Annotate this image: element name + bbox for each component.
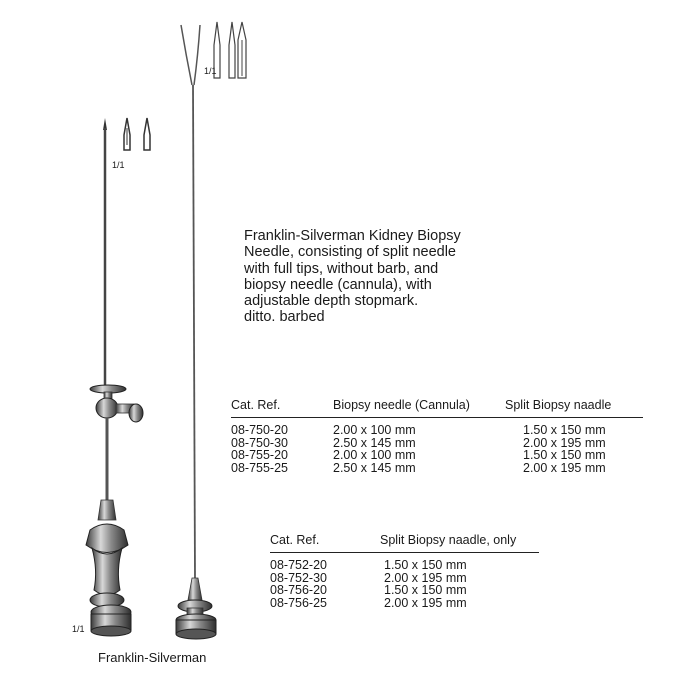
- catalog-table-split-needles: [270, 533, 539, 609]
- column-header: Cat. Ref.: [231, 398, 333, 418]
- scale-label: 1/1: [112, 160, 125, 170]
- table-header-row: [270, 533, 539, 553]
- split-needle-size-cell: 2.00 x 195 mm: [384, 570, 467, 585]
- split-needle-size-cell: 1.50 x 150 mm: [384, 558, 467, 572]
- biopsy-needle-illustration: [86, 118, 143, 636]
- figure-caption: Franklin-Silverman: [98, 650, 207, 665]
- needle-tip-details: [124, 118, 150, 150]
- cannula-size-cell: 2.50 x 145 mm: [333, 460, 416, 475]
- split-needle-size-cell: 1.50 x 150 mm: [523, 423, 606, 437]
- cannula-size-cell: 2.00 x 100 mm: [333, 448, 416, 462]
- cat-ref-cell: 08-752-30: [270, 570, 327, 585]
- cat-ref-cell: 08-752-20: [270, 558, 327, 572]
- split-needle-tip-details: [214, 22, 246, 78]
- cat-ref-cell: 08-756-25: [270, 595, 327, 610]
- table-row: [270, 597, 539, 610]
- split-needle-size-cell: 2.00 x 195 mm: [384, 595, 467, 610]
- scale-label: 1/1: [72, 624, 85, 634]
- split-needle-size-cell: 1.50 x 150 mm: [384, 583, 467, 597]
- table-row: [231, 418, 643, 437]
- description-line: biopsy needle (cannula), with: [244, 276, 432, 293]
- split-needle-illustration: [176, 25, 216, 639]
- catalog-table-biopsy-needles: [231, 398, 643, 474]
- cat-ref-cell: 08-756-20: [270, 583, 327, 597]
- column-header: Split Biopsy naadle: [505, 398, 643, 418]
- column-header: Split Biopsy naadle, only: [380, 533, 539, 553]
- description-line: with full tips, without barb, and: [244, 260, 439, 277]
- scale-label: 1/1: [204, 66, 217, 76]
- cat-ref-cell: 08-755-25: [231, 460, 288, 475]
- cat-ref-cell: 08-750-30: [231, 435, 288, 450]
- split-needle-size-cell: 2.00 x 195 mm: [523, 460, 606, 475]
- cat-ref-cell: 08-755-20: [231, 448, 288, 462]
- column-header: Biopsy needle (Cannula): [333, 398, 505, 418]
- split-needle-size-cell: 2.00 x 195 mm: [523, 435, 606, 450]
- cannula-size-cell: 2.50 x 145 mm: [333, 435, 416, 450]
- split-needle-size-cell: 1.50 x 150 mm: [523, 448, 606, 462]
- table-row: [270, 553, 539, 572]
- table-row: [270, 584, 539, 597]
- table-row: [231, 462, 643, 475]
- cat-ref-cell: 08-750-20: [231, 423, 288, 437]
- description-line: adjustable depth stopmark.: [244, 293, 419, 310]
- description-line: Needle, consisting of split needle: [244, 244, 456, 261]
- product-description: [244, 228, 544, 326]
- description-line: ditto. barbed: [244, 309, 325, 326]
- table-header-row: [231, 398, 643, 418]
- description-line: Franklin-Silverman Kidney Biopsy: [244, 228, 461, 244]
- table-row: [231, 449, 643, 462]
- cannula-size-cell: 2.00 x 100 mm: [333, 423, 416, 437]
- column-header: Cat. Ref.: [270, 533, 380, 553]
